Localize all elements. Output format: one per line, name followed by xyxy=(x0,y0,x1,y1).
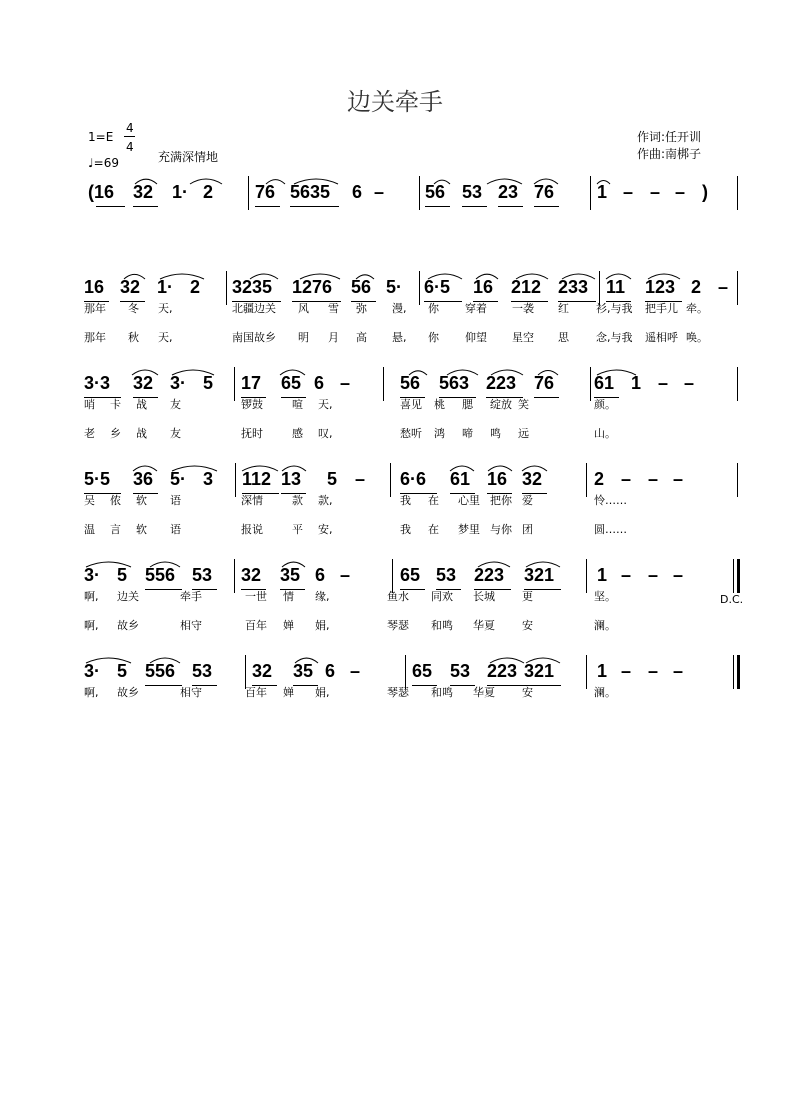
lyric-syllable: 笑 xyxy=(518,398,529,411)
note-group: 6 xyxy=(315,565,326,585)
song-title: 边关牵手 xyxy=(347,88,443,116)
note-group: 1276 xyxy=(292,277,333,297)
lyric-syllable: 天, xyxy=(158,302,173,315)
note-group: 53 xyxy=(192,565,213,585)
slur xyxy=(150,562,180,567)
slur xyxy=(356,275,374,279)
note-group: 32 xyxy=(133,182,154,202)
note-group: 3· xyxy=(84,661,101,681)
note-group: (16 xyxy=(88,182,115,202)
note-group: 1· xyxy=(157,277,174,297)
note-group: 1 xyxy=(597,661,608,681)
lyric-syllable: 友 xyxy=(170,398,181,411)
note-group: 16 xyxy=(473,277,494,297)
lyric-syllable: 颜。 xyxy=(594,398,616,411)
slur xyxy=(562,274,595,279)
note-group: – xyxy=(648,565,659,585)
slur xyxy=(300,274,340,279)
note-group: 16 xyxy=(84,277,105,297)
note-group: 32 xyxy=(133,373,154,393)
note-group: 2 xyxy=(691,277,702,297)
slur xyxy=(86,562,131,567)
lyric-syllable: 怜…… xyxy=(594,494,627,507)
lyric-syllable: 长城 xyxy=(473,590,495,603)
note-group: 556 xyxy=(145,661,176,681)
slur xyxy=(282,562,305,567)
lyric-syllable: 心里 xyxy=(458,494,480,507)
slur xyxy=(516,274,548,279)
note-group: 16 xyxy=(487,469,508,489)
lyric-syllable: 把手儿 xyxy=(645,302,678,315)
lyric-syllable: 那年 xyxy=(84,331,106,344)
note-group: 223 xyxy=(474,565,505,585)
lyric-syllable: 雪 xyxy=(328,302,339,315)
lyric-syllable: 啊, xyxy=(84,619,99,632)
lyric-syllable: 百年 xyxy=(245,686,267,699)
slur xyxy=(242,466,278,471)
lyric-syllable: 绽放 xyxy=(490,398,512,411)
note-group: – xyxy=(650,182,661,202)
lyric-syllable: 在 xyxy=(428,494,439,507)
lyric-syllable: 一袭 xyxy=(512,302,534,315)
note-group: 1 xyxy=(631,373,642,393)
lyric-syllable: 漫, xyxy=(392,302,407,315)
lyricist-credit: 作词:任开训 xyxy=(637,130,702,144)
slur xyxy=(428,274,462,279)
note-group: 61 xyxy=(450,469,471,489)
lyric-syllable: 喧 xyxy=(292,398,303,411)
lyric-syllable: 仰望 xyxy=(465,331,487,344)
note-group: 2 xyxy=(190,277,201,297)
lyric-syllable: 故乡 xyxy=(117,619,139,632)
note-group: 23 xyxy=(498,182,519,202)
note-group: 321 xyxy=(524,661,555,681)
note-group: 1· xyxy=(172,182,189,202)
lyric-syllable: 友 xyxy=(170,427,181,440)
lyric-syllable: 更 xyxy=(522,590,533,603)
lyric-syllable: 牵。 xyxy=(686,302,708,315)
note-group: 65 xyxy=(281,373,302,393)
lyric-syllable: 平 xyxy=(292,523,303,536)
lyric-syllable: 鱼水 xyxy=(387,590,409,603)
lyric-syllable: 安 xyxy=(522,619,533,632)
da-capo-mark: D.C. xyxy=(720,593,744,606)
lyric-syllable: 团 xyxy=(522,523,533,536)
note-group: 56 xyxy=(400,373,421,393)
note-group: 3· xyxy=(84,565,101,585)
lyric-syllable: 老 xyxy=(84,427,95,440)
slur xyxy=(132,370,158,375)
lyric-syllable: 琴瑟 xyxy=(387,619,409,632)
note-group: 2 xyxy=(203,182,214,202)
note-group: – xyxy=(673,469,684,489)
note-group: 5·5 xyxy=(84,469,111,489)
lyric-syllable: 安 xyxy=(522,686,533,699)
slur xyxy=(447,370,478,375)
note-group: ) xyxy=(702,182,708,202)
note-group: 65 xyxy=(412,661,433,681)
note-group: 5635 xyxy=(290,182,331,202)
slur xyxy=(124,274,145,279)
note-group: 112 xyxy=(242,469,272,489)
slur xyxy=(597,370,636,375)
note-group: 76 xyxy=(534,373,555,393)
note-group: 56 xyxy=(425,182,446,202)
note-group: 556 xyxy=(145,565,176,585)
slur xyxy=(526,562,560,567)
expression-mark: 充满深情地 xyxy=(158,150,219,164)
note-group: – xyxy=(340,373,351,393)
slur xyxy=(190,179,222,184)
lyric-syllable: 语 xyxy=(170,494,181,507)
lyric-syllable: 情 xyxy=(283,590,294,603)
lyric-syllable: 澜。 xyxy=(594,619,616,632)
lyric-syllable: 和鸣 xyxy=(431,686,453,699)
note-group: 3·3 xyxy=(84,373,111,393)
lyric-syllable: 同欢 xyxy=(431,590,453,603)
note-group: 56 xyxy=(351,277,372,297)
slur xyxy=(295,658,318,663)
note-group: 1 xyxy=(597,565,608,585)
lyric-syllable: 感 xyxy=(292,427,303,440)
lyric-syllable: 款, xyxy=(318,494,333,507)
note-group: 11 xyxy=(606,277,626,297)
lyric-syllable: 秋 xyxy=(128,331,139,344)
note-group: – xyxy=(673,661,684,681)
lyric-syllable: 啼 xyxy=(462,427,473,440)
lyric-syllable: 风 xyxy=(298,302,309,315)
lyric-syllable: 山。 xyxy=(594,427,616,440)
note-group: 6 xyxy=(352,182,363,202)
key-signature: 1=E xyxy=(88,130,114,144)
lyric-syllable: 牵手 xyxy=(180,590,202,603)
slur xyxy=(490,658,524,663)
lyric-syllable: 喜见 xyxy=(400,398,422,411)
note-group: 65 xyxy=(400,565,421,585)
lyric-syllable: 战 xyxy=(136,398,147,411)
lyric-syllable: 在 xyxy=(428,523,439,536)
note-group: 5 xyxy=(203,373,214,393)
lyric-syllable: 梦里 xyxy=(458,523,480,536)
note-group: 563 xyxy=(439,373,470,393)
note-group: 2 xyxy=(594,469,605,489)
lyric-syllable: 叹, xyxy=(318,427,333,440)
slur xyxy=(135,179,157,184)
lyric-syllable: 与你 xyxy=(490,523,512,536)
note-group: 1 xyxy=(597,182,608,202)
lyric-syllable: 温 xyxy=(84,523,95,536)
lyric-syllable: 边关 xyxy=(117,590,139,603)
note-group: 3 xyxy=(203,469,214,489)
note-group: 6 xyxy=(325,661,336,681)
slur xyxy=(522,466,547,471)
note-group: 17 xyxy=(241,373,262,393)
note-group: 6 xyxy=(314,373,325,393)
slur xyxy=(133,466,157,471)
note-group: 76 xyxy=(255,182,276,202)
note-group: 321 xyxy=(524,565,555,585)
lyric-syllable: 唤。 xyxy=(686,331,708,344)
lyric-syllable: 故乡 xyxy=(117,686,139,699)
note-group: 3· xyxy=(170,373,187,393)
lyric-syllable: 软 xyxy=(136,523,147,536)
lyric-syllable: 一世 xyxy=(245,590,267,603)
slur xyxy=(478,562,510,567)
note-group: 53 xyxy=(462,182,483,202)
note-group: 233 xyxy=(558,277,589,297)
note-group: 6·6 xyxy=(400,469,427,489)
composer-credit: 作曲:南梆子 xyxy=(637,147,702,161)
slur xyxy=(172,466,217,471)
lyric-syllable: 语 xyxy=(170,523,181,536)
slur xyxy=(526,658,560,663)
note-group: 36 xyxy=(133,469,154,489)
slur xyxy=(487,179,522,184)
lyric-syllable: 百年 xyxy=(245,619,267,632)
lyric-syllable: 啊, xyxy=(84,590,99,603)
lyric-syllable: 腮 xyxy=(462,398,473,411)
slur xyxy=(450,466,474,471)
lyric-syllable: 报说 xyxy=(241,523,263,536)
slur xyxy=(534,179,558,184)
note-group: – xyxy=(648,661,659,681)
note-group: 53 xyxy=(450,661,471,681)
lyric-syllable: 鸿 xyxy=(434,427,445,440)
note-group: – xyxy=(621,469,632,489)
slur xyxy=(488,466,512,471)
lyric-syllable: 吴 xyxy=(84,494,95,507)
lyric-syllable: 红 xyxy=(558,302,569,315)
lyric-syllable: 款 xyxy=(292,494,303,507)
lyric-syllable: 鸣 xyxy=(490,427,501,440)
lyric-syllable: 遥相呼 xyxy=(645,331,678,344)
lyric-syllable: 琴瑟 xyxy=(387,686,409,699)
note-group: 53 xyxy=(436,565,457,585)
slur xyxy=(172,370,214,375)
lyric-syllable: 我 xyxy=(400,523,411,536)
lyric-syllable: 爱 xyxy=(522,494,533,507)
note-group: 32 xyxy=(522,469,543,489)
note-group: – xyxy=(684,373,695,393)
lyric-syllable: 穿着 xyxy=(465,302,487,315)
note-group: 5 xyxy=(117,565,128,585)
note-group: 5· xyxy=(170,469,187,489)
lyric-syllable: 澜。 xyxy=(594,686,616,699)
lyric-syllable: 你 xyxy=(428,331,439,344)
slur xyxy=(266,180,285,184)
slur xyxy=(606,274,631,279)
note-group: 5 xyxy=(327,469,338,489)
lyric-syllable: 那年 xyxy=(84,302,106,315)
slur xyxy=(150,658,180,663)
slur xyxy=(538,371,558,376)
note-group: – xyxy=(623,182,634,202)
note-group: 76 xyxy=(534,182,555,202)
lyric-syllable: 念,与我 xyxy=(596,331,633,344)
slur xyxy=(294,179,338,184)
note-group: – xyxy=(648,469,659,489)
note-group: 223 xyxy=(486,373,517,393)
lyric-syllable: 相守 xyxy=(180,619,202,632)
lyric-syllable: 桃 xyxy=(434,398,445,411)
lyric-syllable: 北疆边关 xyxy=(232,302,276,315)
lyric-syllable: 华夏 xyxy=(473,686,495,699)
lyric-syllable: 思 xyxy=(558,331,569,344)
lyric-syllable: 坚。 xyxy=(594,590,616,603)
lyric-syllable: 冬 xyxy=(128,302,139,315)
note-group: 32 xyxy=(252,661,273,681)
lyric-syllable: 抚时 xyxy=(241,427,263,440)
lyric-syllable: 弥 xyxy=(356,302,367,315)
note-group: 123 xyxy=(645,277,676,297)
lyric-syllable: 天, xyxy=(318,398,333,411)
note-group: – xyxy=(621,661,632,681)
note-group: 32 xyxy=(241,565,262,585)
note-group: 212 xyxy=(511,277,542,297)
lyric-syllable: 婵 xyxy=(283,619,294,632)
note-group: – xyxy=(718,277,729,297)
lyric-syllable: 婵 xyxy=(283,686,294,699)
note-group: – xyxy=(673,565,684,585)
note-group: – xyxy=(374,182,385,202)
lyric-syllable: 娟, xyxy=(315,686,330,699)
lyric-syllable: 相守 xyxy=(180,686,202,699)
note-group: 6·5 xyxy=(424,277,451,297)
slur xyxy=(250,274,278,279)
lyric-syllable: 侬 xyxy=(110,494,121,507)
time-signature-numerator: 4 xyxy=(126,121,134,135)
lyric-syllable: 乡 xyxy=(110,427,121,440)
note-group: 223 xyxy=(487,661,518,681)
lyric-syllable: 啊, xyxy=(84,686,99,699)
note-group: – xyxy=(355,469,366,489)
lyric-syllable: 你 xyxy=(428,302,439,315)
lyric-syllable: 和鸣 xyxy=(431,619,453,632)
note-group: 61 xyxy=(594,373,615,393)
time-signature-denominator: 4 xyxy=(126,140,134,154)
tempo-mark: ♩=69 xyxy=(88,156,119,170)
lyric-syllable: 愁听 xyxy=(400,427,422,440)
lyric-syllable: 月 xyxy=(328,331,339,344)
lyric-syllable: 明 xyxy=(298,331,309,344)
note-group: – xyxy=(350,661,361,681)
lyric-syllable: 把你 xyxy=(490,494,512,507)
note-group: 5· xyxy=(386,277,403,297)
lyric-syllable: 我 xyxy=(400,494,411,507)
note-group: 5 xyxy=(117,661,128,681)
lyric-syllable: 卡 xyxy=(110,398,121,411)
note-group: 35 xyxy=(293,661,314,681)
lyric-syllable: 南国故乡 xyxy=(232,331,276,344)
lyric-syllable: 华夏 xyxy=(473,619,495,632)
lyric-syllable: 远 xyxy=(518,427,529,440)
lyric-syllable: 锣鼓 xyxy=(241,398,263,411)
slur xyxy=(282,466,306,471)
lyric-syllable: 衫,与我 xyxy=(596,302,633,315)
note-group: 13 xyxy=(281,469,302,489)
lyric-syllable: 言 xyxy=(110,523,121,536)
lyric-syllable: 缘, xyxy=(315,590,330,603)
slur xyxy=(648,274,680,279)
note-group: – xyxy=(340,565,351,585)
slur xyxy=(409,371,427,375)
slur xyxy=(434,180,450,184)
slur xyxy=(280,370,305,375)
lyric-syllable: 软 xyxy=(136,494,147,507)
slur xyxy=(86,658,131,663)
slur xyxy=(491,370,523,375)
lyric-syllable: 悬, xyxy=(392,331,407,344)
note-group: 35 xyxy=(280,565,301,585)
lyric-syllable: 天, xyxy=(158,331,173,344)
lyric-syllable: 星空 xyxy=(512,331,534,344)
note-group: – xyxy=(658,373,669,393)
note-group: 3235 xyxy=(232,277,273,297)
lyric-syllable: 战 xyxy=(136,427,147,440)
lyric-syllable: 高 xyxy=(356,331,367,344)
lyric-syllable: 安, xyxy=(318,523,333,536)
note-group: – xyxy=(675,182,686,202)
lyric-syllable: 哨 xyxy=(84,398,95,411)
note-group: 53 xyxy=(192,661,213,681)
slur xyxy=(597,181,610,184)
lyric-syllable: 深情 xyxy=(241,494,263,507)
note-group: 32 xyxy=(120,277,141,297)
note-group: – xyxy=(621,565,632,585)
lyric-syllable: 娟, xyxy=(315,619,330,632)
slur xyxy=(476,274,498,279)
lyric-syllable: 圆…… xyxy=(594,523,627,536)
slur xyxy=(160,274,204,279)
